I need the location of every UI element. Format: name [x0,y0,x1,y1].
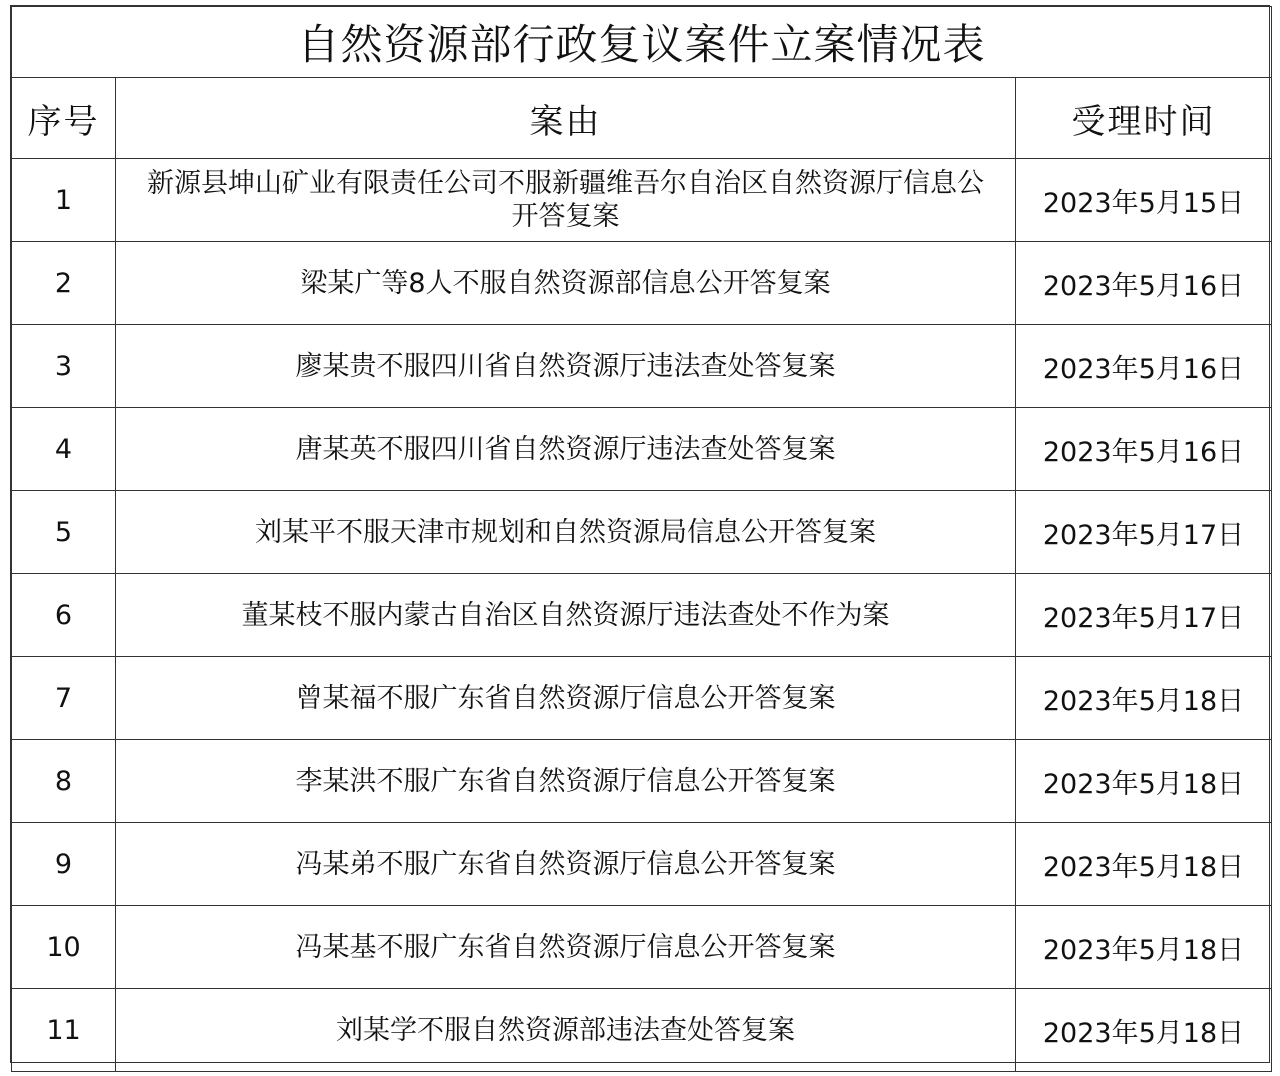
row-case-reason: 董某枝不服内蒙古自治区自然资源厅违法查处不作为案 [116,574,1016,657]
row-accept-date: 2023年5月15日 [1016,159,1272,242]
table-row [12,242,1272,325]
table-row [12,408,1272,491]
row-number: 1 [12,159,116,242]
row-accept-date: 2023年5月18日 [1016,740,1272,823]
row-accept-date: 2023年5月16日 [1016,408,1272,491]
row-accept-date: 2023年5月16日 [1016,242,1272,325]
table-row [12,159,1272,242]
row-accept-date: 2023年5月17日 [1016,491,1272,574]
table-row [12,325,1272,408]
row-accept-date: 2023年5月18日 [1016,989,1272,1072]
table-row [12,740,1272,823]
row-number: 2 [12,242,116,325]
row-accept-date: 2023年5月18日 [1016,823,1272,906]
row-number: 5 [12,491,116,574]
table-row [12,823,1272,906]
table-row [12,574,1272,657]
table-row [12,906,1272,989]
row-case-reason: 唐某英不服四川省自然资源厅违法查处答复案 [116,408,1016,491]
table-row [12,657,1272,740]
row-accept-date: 2023年5月18日 [1016,657,1272,740]
row-case-reason: 刘某学不服自然资源部违法查处答复案 [116,989,1016,1072]
row-number: 8 [12,740,116,823]
table-title: 自然资源部行政复议案件立案情况表 [12,7,1272,78]
table-row [12,989,1272,1072]
row-accept-date: 2023年5月16日 [1016,325,1272,408]
row-accept-date: 2023年5月17日 [1016,574,1272,657]
row-case-reason: 曾某福不服广东省自然资源厅信息公开答复案 [116,657,1016,740]
case-table-sheet [10,5,1270,1063]
row-number: 9 [12,823,116,906]
case-table [11,6,1272,1072]
row-number: 6 [12,574,116,657]
header-no: 序号 [12,78,116,159]
row-number: 10 [12,906,116,989]
header-row [12,78,1272,159]
header-date: 受理时间 [1016,78,1272,159]
row-case-reason: 李某洪不服广东省自然资源厅信息公开答复案 [116,740,1016,823]
row-case-reason: 新源县坤山矿业有限责任公司不服新疆维吾尔自治区自然资源厅信息公开答复案 [116,159,1016,242]
row-number: 4 [12,408,116,491]
header-reason: 案由 [116,78,1016,159]
row-number: 3 [12,325,116,408]
row-accept-date: 2023年5月18日 [1016,906,1272,989]
row-case-reason: 梁某广等8人不服自然资源部信息公开答复案 [116,242,1016,325]
table-row [12,491,1272,574]
row-number: 7 [12,657,116,740]
row-case-reason: 刘某平不服天津市规划和自然资源局信息公开答复案 [116,491,1016,574]
title-row [12,7,1272,78]
row-case-reason: 冯某弟不服广东省自然资源厅信息公开答复案 [116,823,1016,906]
row-case-reason: 冯某基不服广东省自然资源厅信息公开答复案 [116,906,1016,989]
row-number: 11 [12,989,116,1072]
row-case-reason: 廖某贵不服四川省自然资源厅违法查处答复案 [116,325,1016,408]
